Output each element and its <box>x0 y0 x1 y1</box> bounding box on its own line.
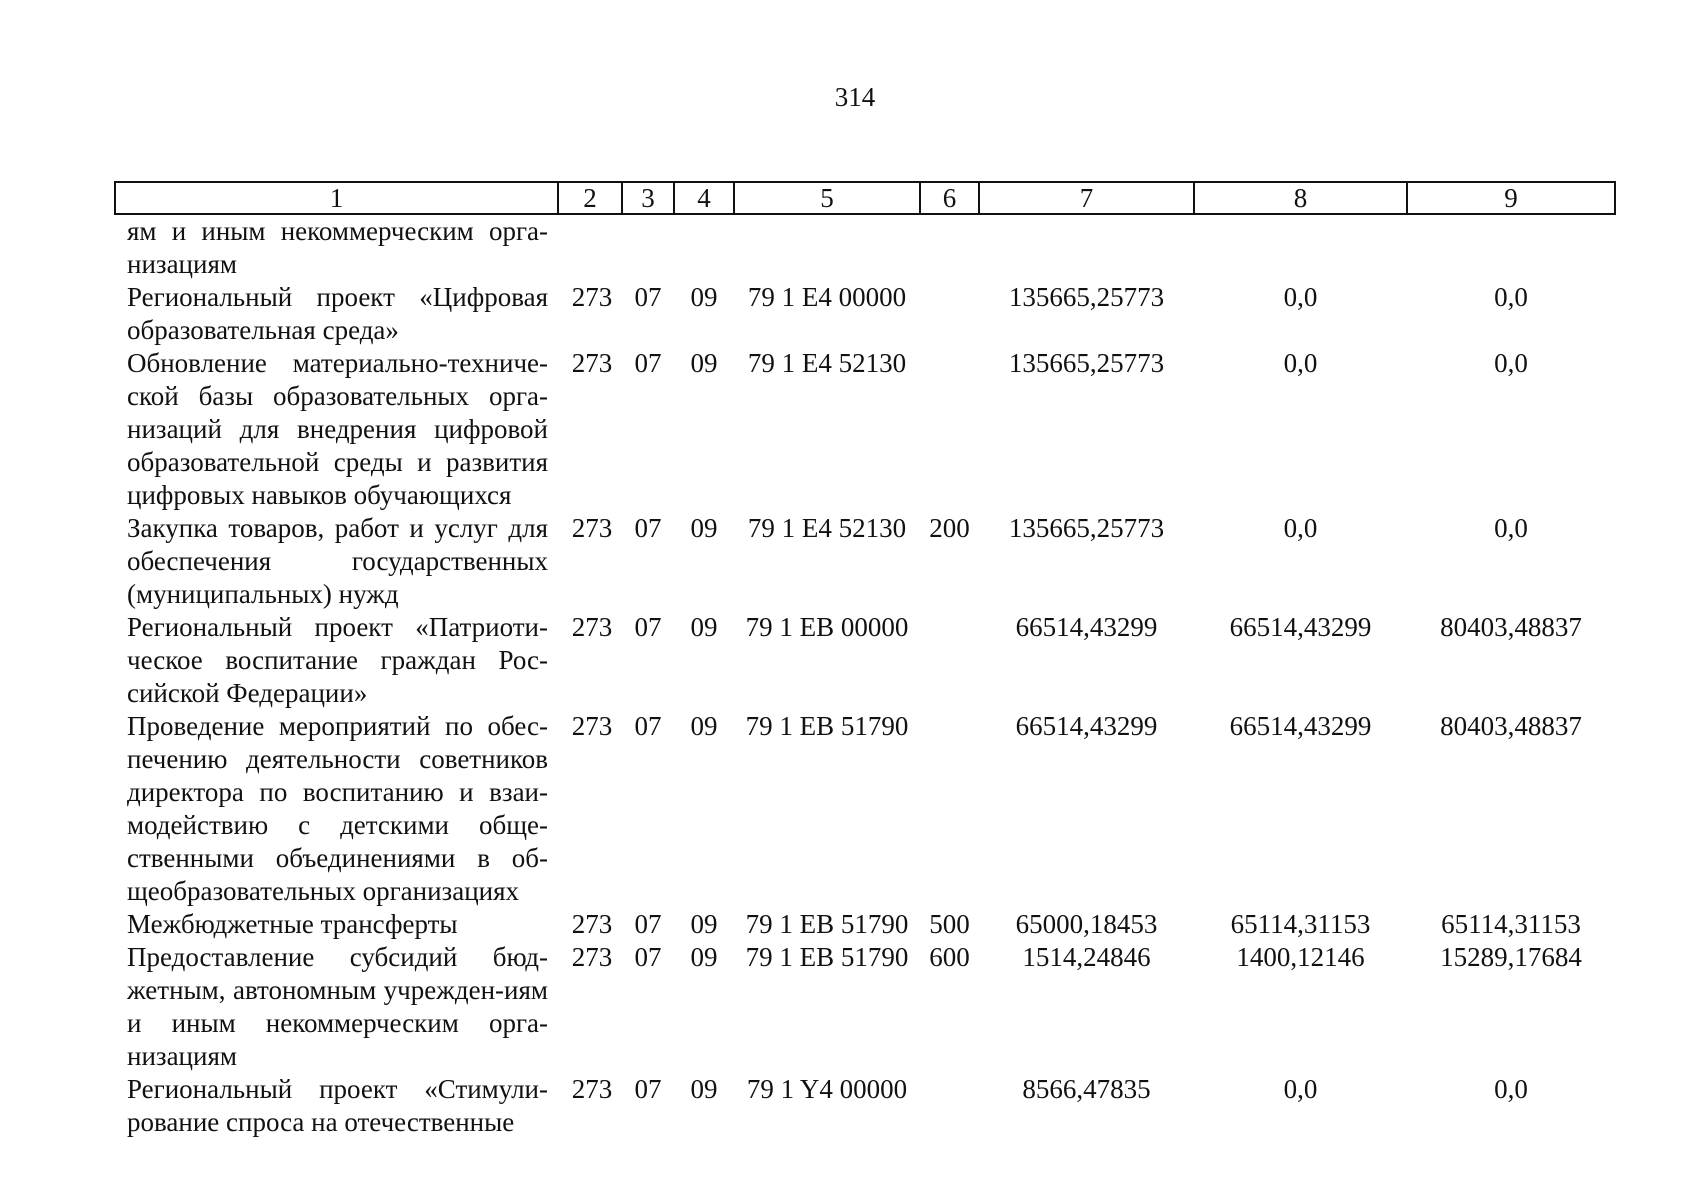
subsection-code: 09 <box>690 1074 718 1104</box>
expense-type-code <box>920 214 979 281</box>
ministry-code: 273 <box>571 1074 613 1104</box>
target-article-code: 79 1 EB 00000 <box>745 612 909 642</box>
amount-col-7 <box>979 214 1194 281</box>
amount-col-7: 65000,18453 <box>1015 909 1158 939</box>
table-row <box>115 347 1615 512</box>
target-article-code: 79 1 E4 52130 <box>747 513 907 543</box>
target-article-code: 79 1 E4 52130 <box>747 348 907 378</box>
section-code: 07 <box>634 612 662 642</box>
section-code <box>622 214 674 281</box>
subsection-code: 09 <box>690 909 718 939</box>
ministry-code: 273 <box>571 282 613 312</box>
item-name: Региональный проект «Патриоти-ческое воспитание граждан Рос-сийской Федерации» <box>127 612 548 708</box>
amount-col-7: 135665,25773 <box>1008 348 1165 378</box>
expense-type-code: 600 <box>929 942 970 972</box>
table-row <box>115 1073 1615 1139</box>
header-cell: 8 <box>1194 182 1407 214</box>
page-number: 314 <box>834 82 876 112</box>
section-code: 07 <box>634 711 662 741</box>
amount-col-8: 66514,43299 <box>1229 612 1372 642</box>
amount-col-8: 0,0 <box>1283 1074 1318 1104</box>
header-cell: 4 <box>674 182 734 214</box>
target-article-code: 79 1 EB 51790 <box>745 909 909 939</box>
ministry-code: 273 <box>571 909 613 939</box>
budget-table-container <box>114 181 1616 1139</box>
column-number-header <box>115 182 1615 214</box>
item-name: Проведение мероприятий по обес-печению деятельности советников директора по воспитанию и взаи-модействию с детскими обще-ственными объединениями в об-щеобразовательных организациях <box>127 711 548 906</box>
amount-col-7: 135665,25773 <box>1008 513 1165 543</box>
item-name: Обновление материально-техниче-ской базы образовательных орга-низаций для внедрения цифровой образовательной среды и развития цифровых навыков обучающихся <box>127 348 548 510</box>
section-code: 07 <box>634 282 662 312</box>
amount-col-7: 1514,24846 <box>1022 942 1151 972</box>
amount-col-7: 135665,25773 <box>1008 282 1165 312</box>
expense-type-code <box>920 281 979 347</box>
table-row <box>115 710 1615 908</box>
header-cell: 6 <box>920 182 979 214</box>
subsection-code <box>674 214 734 281</box>
expense-type-code <box>920 347 979 512</box>
amount-col-7: 8566,47835 <box>1022 1074 1151 1104</box>
subsection-code: 09 <box>690 612 718 642</box>
amount-col-8: 66514,43299 <box>1229 711 1372 741</box>
section-code: 07 <box>634 348 662 378</box>
expense-type-code <box>920 1073 979 1139</box>
item-name: ям и иным некоммерческим орга-низациям <box>127 216 548 279</box>
expense-type-code: 500 <box>929 909 970 939</box>
item-name: Межбюджетные трансферты <box>127 909 458 939</box>
table-row <box>115 281 1615 347</box>
section-code: 07 <box>634 942 662 972</box>
subsection-code: 09 <box>690 711 718 741</box>
ministry-code: 273 <box>571 711 613 741</box>
amount-col-9: 80403,48837 <box>1440 612 1582 642</box>
ministry-code: 273 <box>571 513 613 543</box>
amount-col-9: 0,0 <box>1494 282 1528 312</box>
amount-col-9: 0,0 <box>1494 1074 1528 1104</box>
expense-type-code: 200 <box>929 513 970 543</box>
amount-col-8: 0,0 <box>1283 513 1318 543</box>
table-row <box>115 941 1615 1073</box>
header-cell: 5 <box>734 182 920 214</box>
amount-col-9: 65114,31153 <box>1441 909 1581 939</box>
budget-table <box>114 181 1616 1139</box>
target-article-code: 79 1 EB 51790 <box>745 942 909 972</box>
header-cell: 7 <box>979 182 1194 214</box>
ministry-code: 273 <box>571 612 613 642</box>
amount-col-9: 0,0 <box>1494 513 1528 543</box>
header-cell: 3 <box>622 182 674 214</box>
header-cell: 9 <box>1407 182 1615 214</box>
subsection-code: 09 <box>690 942 718 972</box>
subsection-code: 09 <box>690 282 718 312</box>
section-code: 07 <box>634 1074 662 1104</box>
item-name: Предоставление субсидий бюд-жетным, автономным учрежден-иям и иным некоммерческим орга-низациям <box>127 942 548 1071</box>
target-article-code <box>734 214 920 281</box>
ministry-code: 273 <box>571 348 613 378</box>
ministry-code: 273 <box>571 942 613 972</box>
header-cell: 1 <box>115 182 558 214</box>
amount-col-9 <box>1407 214 1615 281</box>
amount-col-8: 0,0 <box>1283 348 1318 378</box>
header-cell: 2 <box>558 182 622 214</box>
table-row <box>115 512 1615 611</box>
subsection-code: 09 <box>690 348 718 378</box>
section-code: 07 <box>634 513 662 543</box>
amount-col-9: 15289,17684 <box>1440 942 1582 972</box>
table-row <box>115 214 1615 281</box>
amount-col-8 <box>1194 214 1407 281</box>
item-name: Региональный проект «Цифровая образовательная среда» <box>127 282 548 345</box>
target-article-code: 79 1 E4 00000 <box>747 282 907 312</box>
item-name: Закупка товаров, работ и услуг для обеспечения государственных (муниципальных) нужд <box>127 513 548 609</box>
amount-col-8: 0,0 <box>1283 282 1318 312</box>
expense-type-code <box>920 710 979 908</box>
amount-col-7: 66514,43299 <box>1015 711 1158 741</box>
amount-col-8: 65114,31153 <box>1230 909 1371 939</box>
target-article-code: 79 1 EB 51790 <box>745 711 909 741</box>
subsection-code: 09 <box>690 513 718 543</box>
amount-col-9: 0,0 <box>1494 348 1528 378</box>
amount-col-7: 66514,43299 <box>1015 612 1158 642</box>
item-name: Региональный проект «Стимули-рование спроса на отечественные <box>127 1074 548 1137</box>
expense-type-code <box>920 611 979 710</box>
ministry-code <box>558 214 622 281</box>
amount-col-8: 1400,12146 <box>1236 942 1365 972</box>
table-row <box>115 908 1615 941</box>
table-row <box>115 611 1615 710</box>
section-code: 07 <box>634 909 662 939</box>
target-article-code: 79 1 Y4 00000 <box>746 1074 908 1104</box>
amount-col-9: 80403,48837 <box>1440 711 1582 741</box>
